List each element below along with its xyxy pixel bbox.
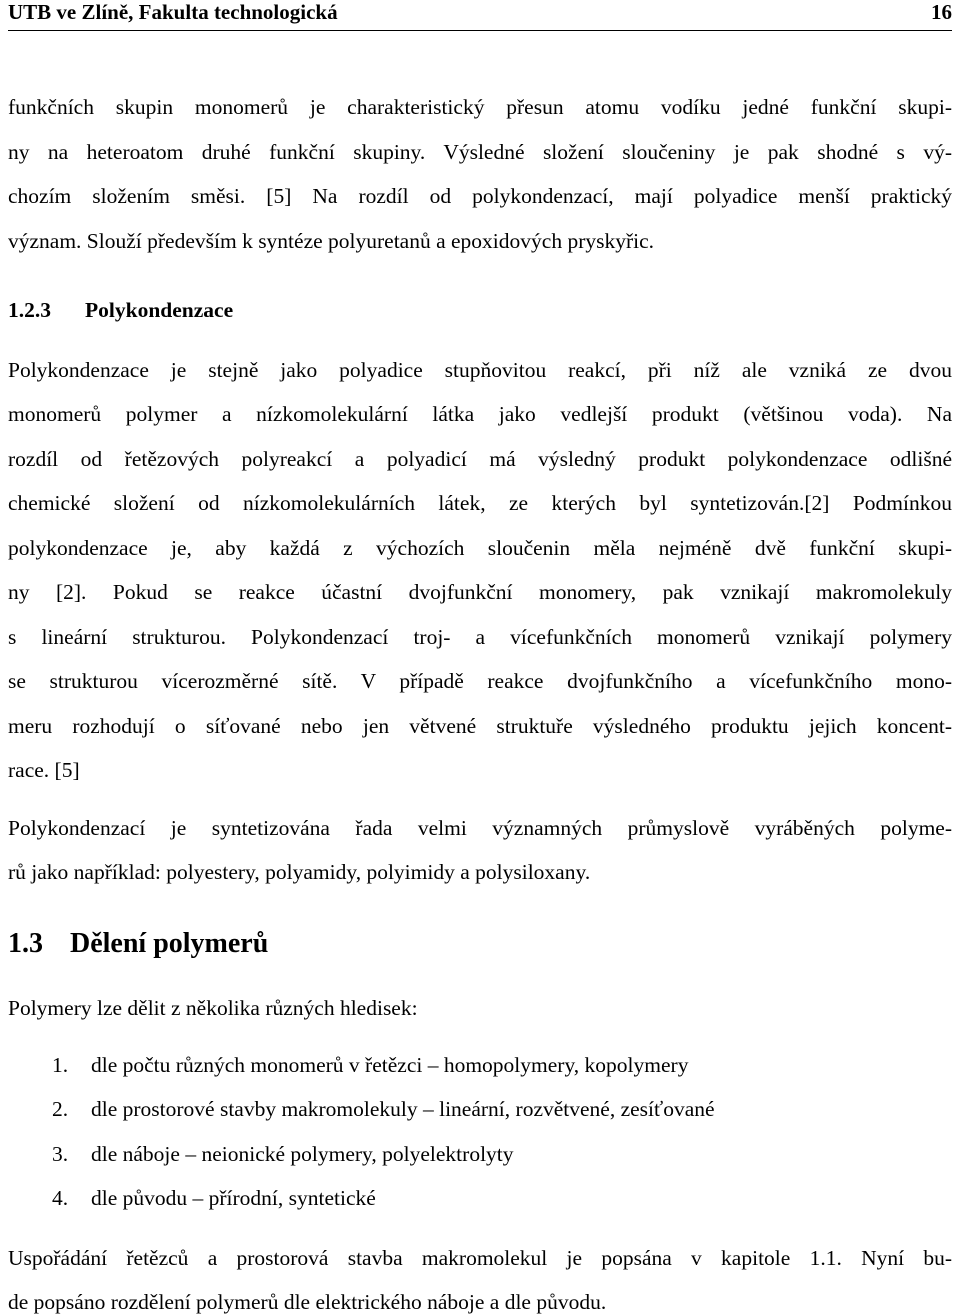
paragraph-line: Uspořádání řetězců a prostorová stavba makromolekul je popsána v kapitole 1.1. Nyní bu- [8,1246,952,1270]
paragraph-line: s lineární strukturou. Polykondenzací troj- a vícefunkčních monomerů vznikají polymery [8,625,952,649]
list-item [52,1053,688,1078]
section-heading [8,298,233,323]
paragraph-line: ny na heteroatom druhé funkční skupiny. Výsledné složení sloučeniny je pak shodné s vý- [8,140,952,164]
paragraph-line: význam. Slouží především k syntéze polyuretanů a epoxidových pryskyřic. [8,229,655,253]
paragraph-line: chemické složení od nízkomolekulárních látek, ze kterých byl syntetizován.[2] Podmínkou [8,491,952,515]
section-title: Polykondenzace [85,298,234,322]
intro-line: Polymery lze dělit z několika různých hledisek: [8,996,418,1020]
page-header [8,0,952,31]
list-text: dle původu – přírodní, syntetické [91,1186,376,1210]
list-number: 2. [52,1097,69,1121]
paragraph-line: rozdíl od řetězových polyreakcí a polyadicí má výsledný produkt polykondenzace odlišné [8,447,952,471]
list-item [52,1186,376,1211]
list-text: dle náboje – neionické polymery, polyelektrolyty [91,1142,514,1166]
paragraph-line: chozím složením směsi. [5] Na rozdíl od polykondenzací, mají polyadice menší praktický [8,184,952,208]
list-item [52,1097,715,1122]
list-item [52,1142,514,1167]
chapter-number: 1.3 [8,928,43,959]
paragraph-line: de popsáno rozdělení polymerů dle elektrického náboje a dle původu. [8,1290,607,1314]
chapter-title: Dělení polymerů [70,928,269,959]
paragraph-line: rů jako například: polyestery, polyamidy, polyimidy a polysiloxany. [8,860,591,884]
paragraph-line: polykondenzace je, aby každá z výchozích sloučenin měla nejméně dvě funkční skupi- [8,536,952,560]
list-number: 1. [52,1053,69,1077]
chapter-heading [8,928,268,960]
paragraph-line: monomerů polymer a nízkomolekulární látka jako vedlejší produkt (většinou voda). Na [8,402,952,426]
list-text: dle prostorové stavby makromolekuly – lineární, rozvětvené, zesíťované [91,1097,715,1121]
paragraph-line: ny [2]. Pokud se reakce účastní dvojfunkční monomery, pak vznikají makromolekuly [8,580,952,604]
paragraph-line: se strukturou vícerozměrné sítě. V případě reakce dvojfunkčního a vícefunkčního mono- [8,669,952,693]
list-number: 3. [52,1142,69,1166]
paragraph-line: Polykondenzace je stejně jako polyadice stupňovitou reakcí, při níž ale vzniká ze dvou [8,358,952,382]
paragraph-line: meru rozhodují o síťované nebo jen větvené struktuře výsledného produktu jejich koncent- [8,714,952,738]
page-number: 16 [931,0,952,24]
paragraph-line: funkčních skupin monomerů je charakteristický přesun atomu vodíku jedné funkční skupi- [8,95,952,119]
list-number: 4. [52,1186,69,1210]
list-text: dle počtu různých monomerů v řetězci – homopolymery, kopolymery [91,1053,689,1077]
paragraph-line: Polykondenzací je syntetizována řada velmi významných průmyslově vyráběných polyme- [8,816,952,840]
header-title: UTB ve Zlíně, Fakulta technologická [8,0,338,24]
paragraph-line: race. [5] [8,758,80,782]
section-number: 1.2.3 [8,298,51,322]
